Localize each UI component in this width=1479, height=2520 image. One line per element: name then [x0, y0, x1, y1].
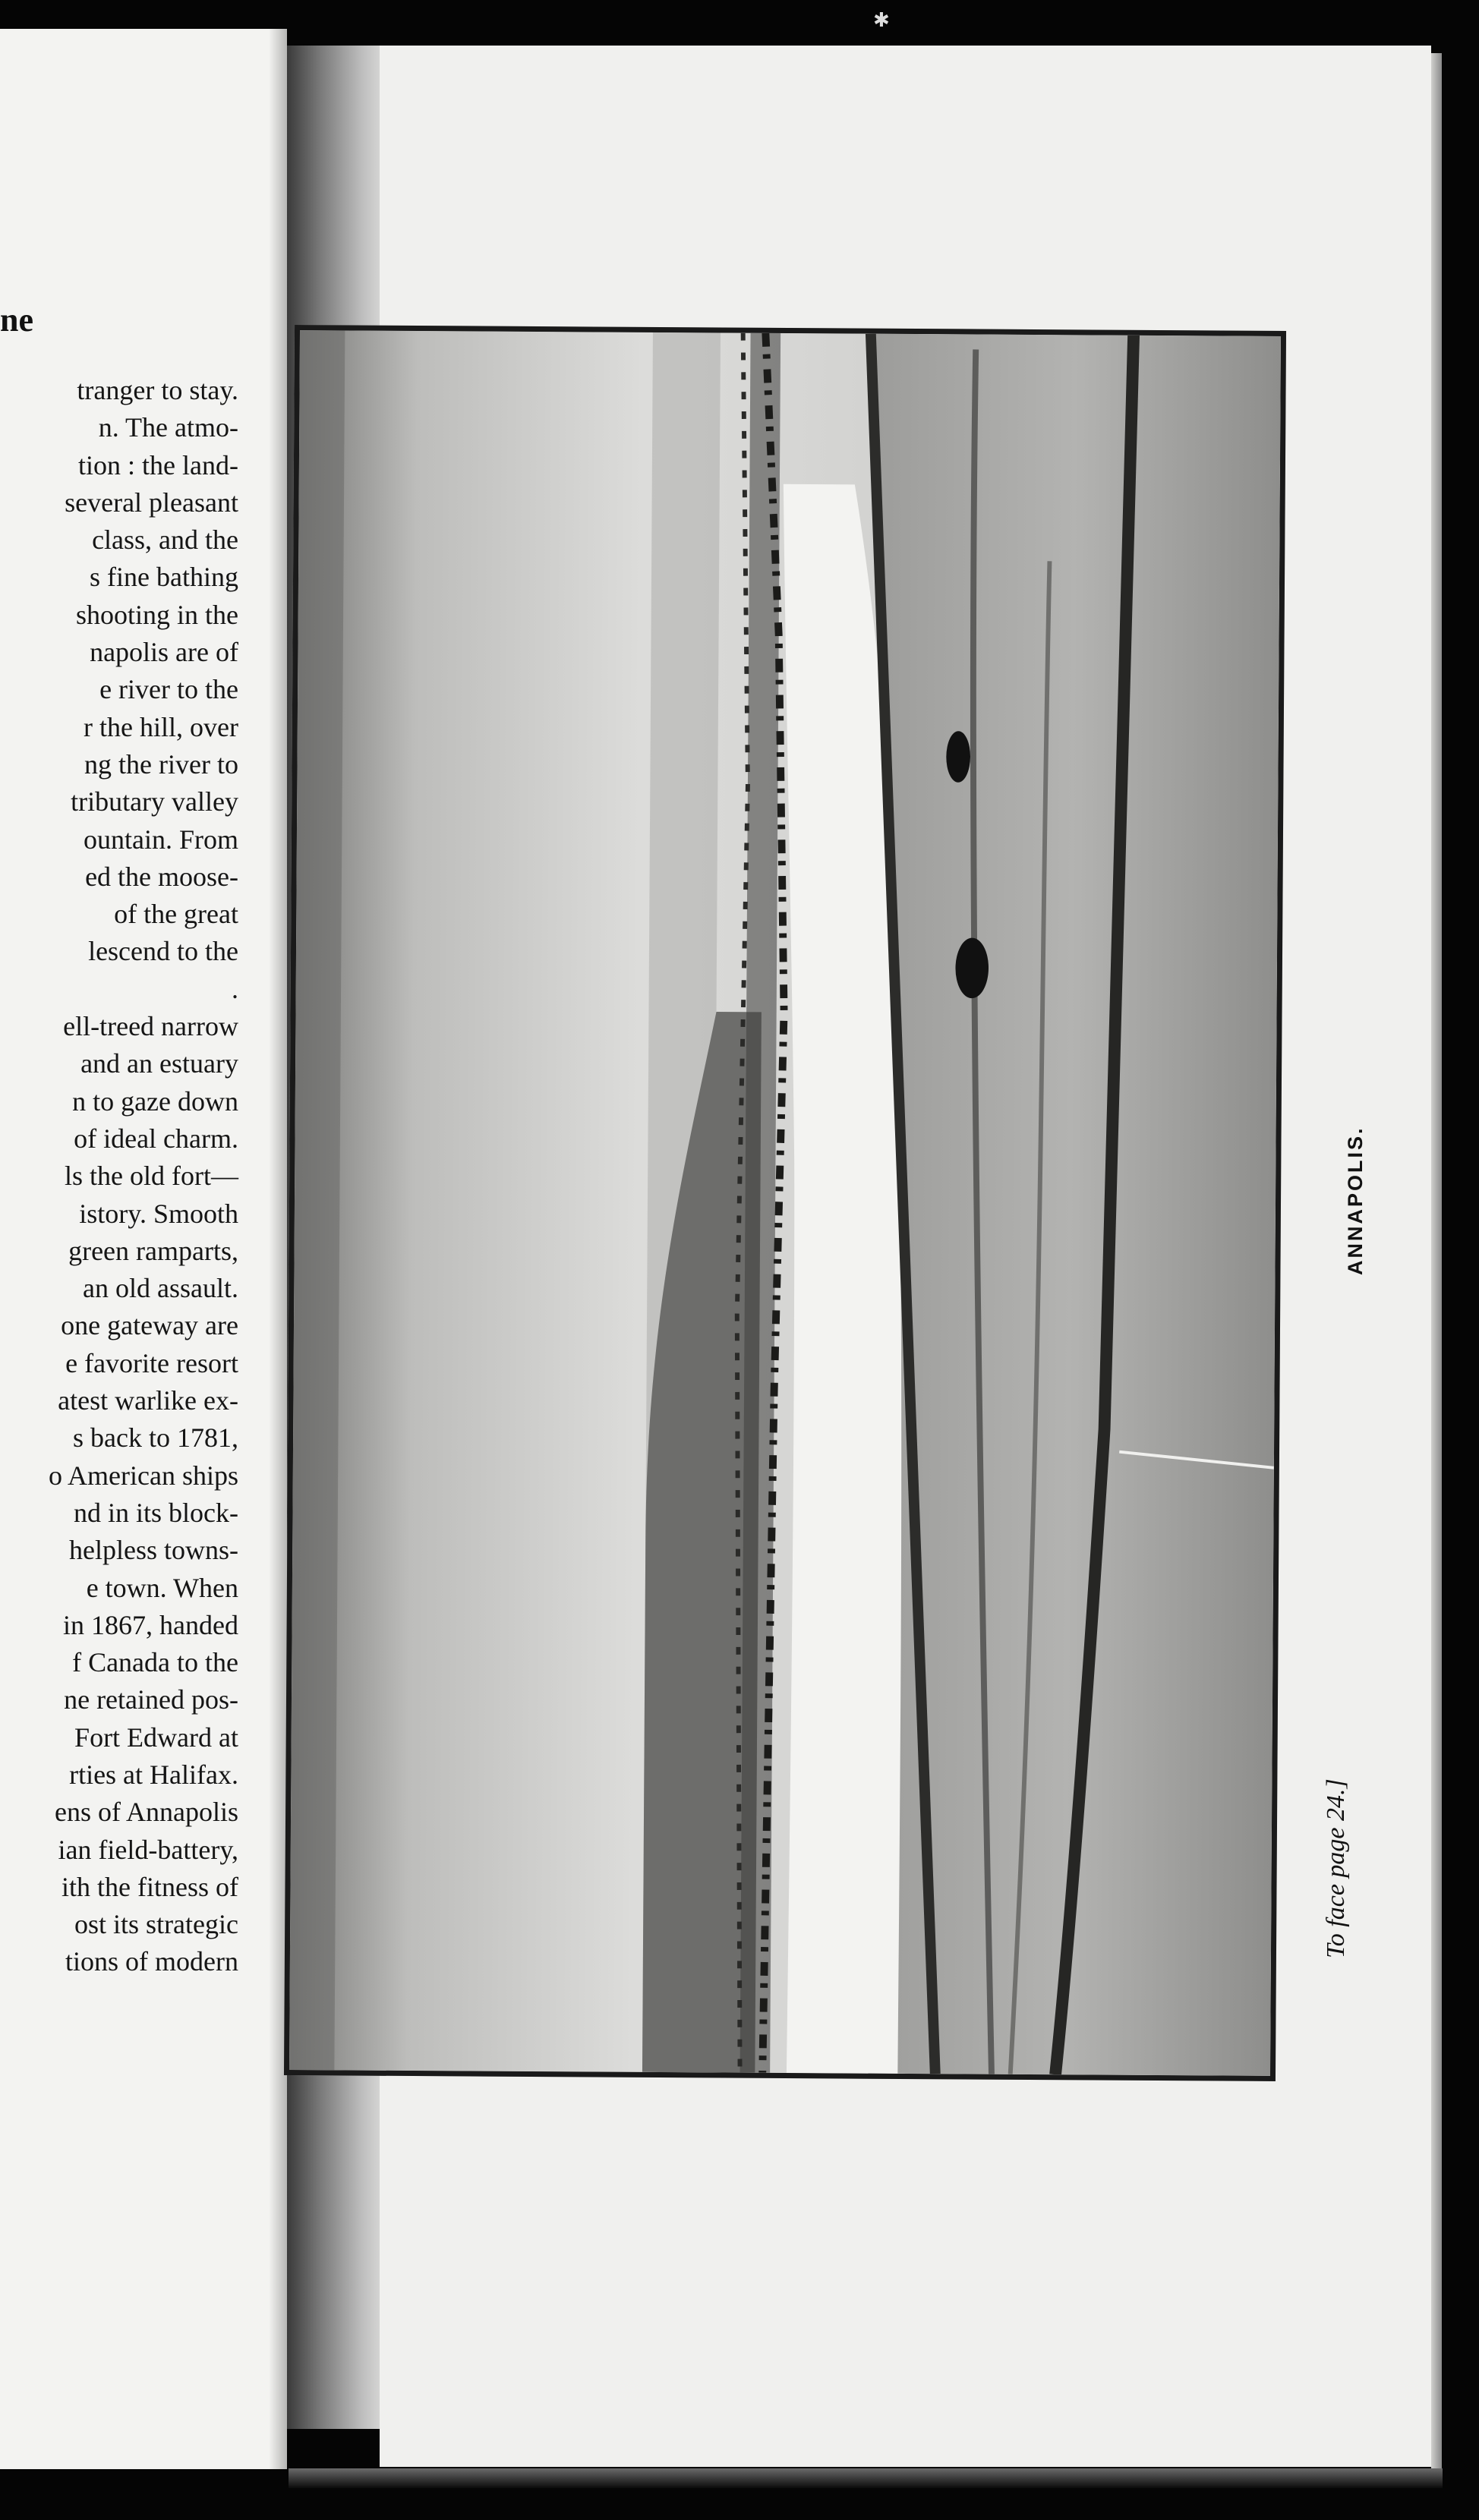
text-line: Fort Edward at — [74, 1721, 238, 1753]
text-line: class, and the — [92, 524, 238, 556]
text-line: ost its strategic — [74, 1909, 238, 1940]
text-line: of the great — [114, 899, 238, 930]
text-line: ens of Annapolis — [55, 1797, 238, 1828]
text-line: green ramparts, — [68, 1235, 238, 1266]
page-edge — [1431, 53, 1442, 2474]
text-line: istory. Smooth — [79, 1198, 238, 1229]
text-line: atest warlike ex- — [58, 1385, 238, 1416]
text-line: ountain. From — [84, 824, 238, 855]
dust-speck: ✱ — [873, 9, 890, 32]
text-line: tributary valley — [71, 786, 238, 817]
text-line: of ideal charm. — [74, 1123, 238, 1154]
left-page-text — [0, 372, 238, 1981]
text-line: and an estuary — [80, 1048, 238, 1079]
text-line: tranger to stay. — [77, 375, 238, 405]
text-line: napolis are of — [90, 637, 238, 668]
plate-caption-page-reference: To face page 24.] — [1322, 1778, 1350, 1958]
text-line: one gateway are — [61, 1310, 238, 1341]
text-line: shooting in the — [76, 599, 238, 630]
text-line: ell-treed narrow — [63, 1011, 238, 1042]
text-line: e river to the — [99, 674, 238, 705]
text-line: s back to 1781, — [73, 1422, 238, 1454]
left-page — [0, 29, 287, 2469]
text-line: tions of modern — [65, 1946, 238, 1977]
landscape-photo — [289, 330, 1281, 2076]
text-line: tion : the land- — [78, 449, 238, 480]
text-line: several pleasant — [65, 487, 238, 518]
text-line: ne retained pos- — [64, 1684, 238, 1715]
text-line: e favorite resort — [65, 1347, 238, 1378]
plate-caption-title: ANNAPOLIS. — [1344, 1126, 1367, 1275]
text-line: . — [232, 973, 238, 1004]
text-line: n to gaze down — [72, 1085, 238, 1117]
text-line: n. The atmo- — [98, 412, 238, 443]
left-page-heading: ne — [0, 301, 33, 339]
text-line: in 1867, handed — [63, 1609, 238, 1640]
photo-plate — [284, 325, 1286, 2081]
text-line: rties at Halifax. — [69, 1759, 238, 1790]
bottom-shadow — [289, 2468, 1443, 2488]
text-line: e town. When — [86, 1572, 238, 1603]
text-line: ed the moose- — [85, 861, 238, 892]
text-line: an old assault. — [83, 1273, 238, 1304]
text-line: nd in its block- — [74, 1497, 238, 1528]
text-line: ng the river to — [84, 748, 238, 780]
text-line: ls the old fort— — [65, 1161, 238, 1192]
text-line: helpless towns- — [69, 1535, 238, 1566]
text-line: ith the fitness of — [61, 1871, 238, 1902]
text-line: ian field-battery, — [58, 1834, 238, 1865]
text-line: f Canada to the — [72, 1647, 238, 1678]
text-line: r the hill, over — [84, 711, 238, 742]
text-line: s fine bathing — [90, 562, 238, 593]
text-line: lescend to the — [88, 936, 238, 967]
text-line: o American ships — [49, 1460, 238, 1491]
